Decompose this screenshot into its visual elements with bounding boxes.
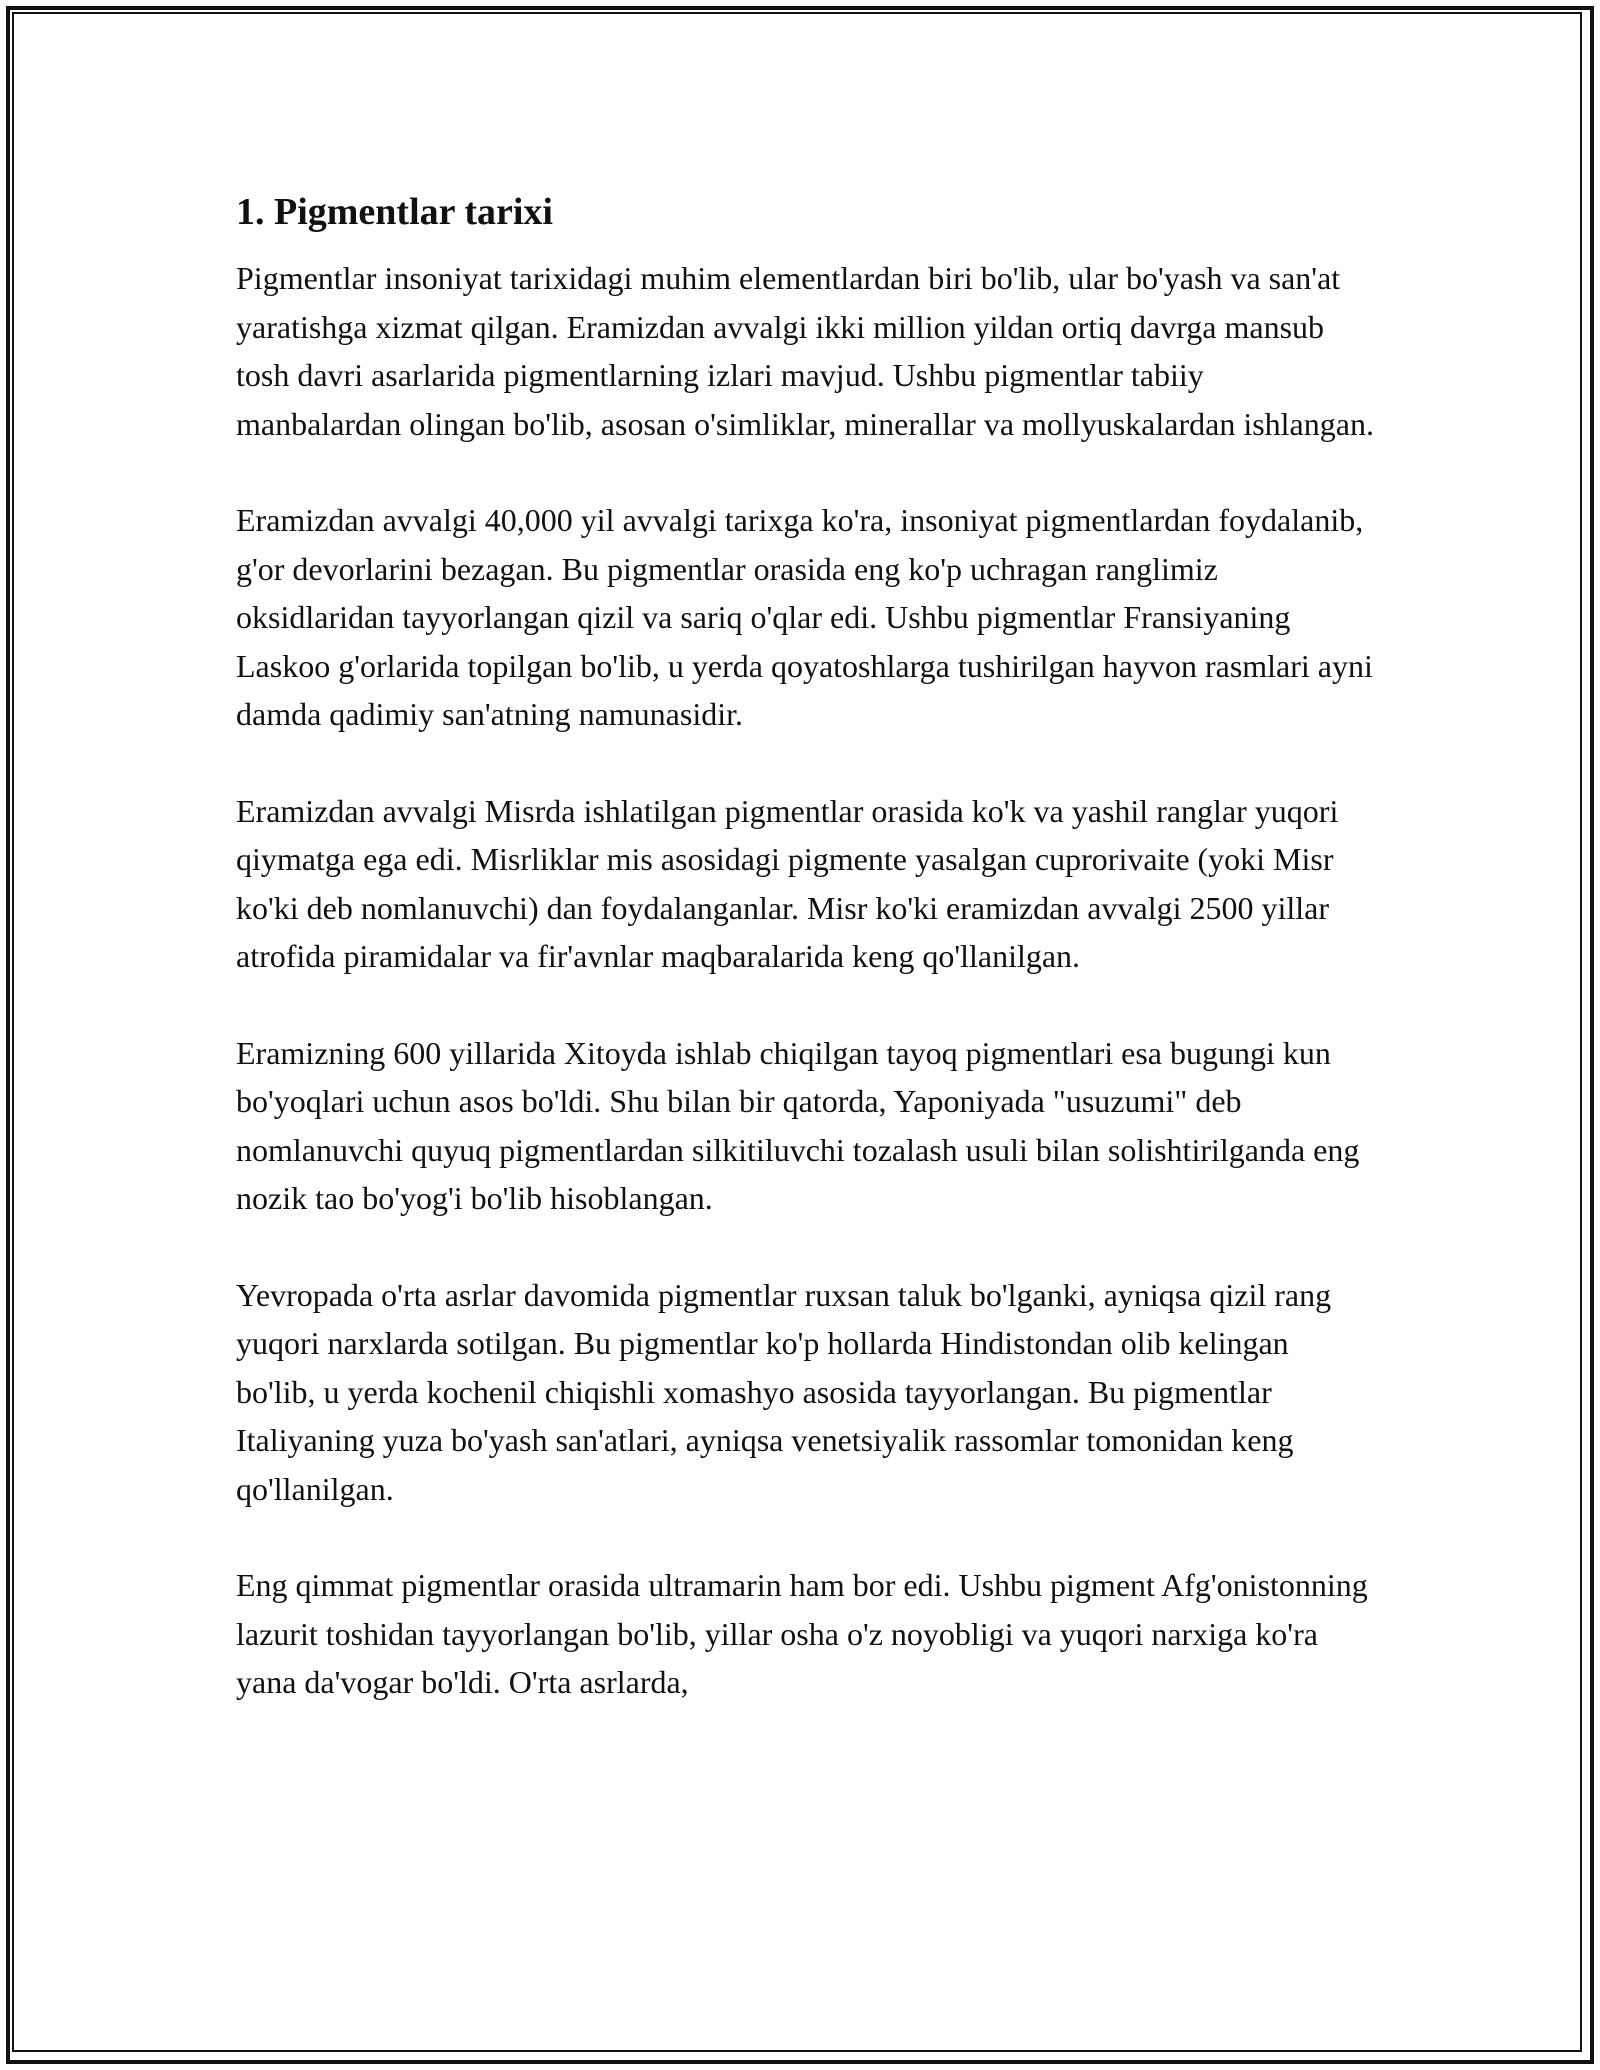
document-body [236, 186, 1376, 1755]
paragraph: Yevropada o'rta asrlar davomida pigmentlar ruxsan taluk bo'lganki, ayniqsa qizil rang yuqori narxlarda sotilgan. Bu pigmentlar ko'p hollarda Hindistondan olib kelingan bo'lib, u yerda kochenil chiqishli xomashyo asosida tayyorlangan. Bu pigmentlar Italiyaning yuza bo'yash san'atlari, ayniqsa venetsiyalik rassomlar tomonidan keng qo'llanilgan. [236, 1276, 1332, 1507]
paragraph: Eng qimmat pigmentlar orasida ultramarin ham bor edi. Ushbu pigment Afg'onistonning lazurit toshidan tayyorlangan bo'lib, yillar osha o'z noyobligi va yuqori narxiga ko'ra yana da'vogar bo'ldi. O'rta asrlarda, [236, 1567, 1368, 1700]
paragraph: Eramizdan avvalgi 40,000 yil avvalgi tarixga ko'ra, insoniyat pigmentlardan foydalanib, g'or devorlarini bezagan. Bu pigmentlar orasida eng ko'p uchragan ranglimiz oksidlaridan tayyorlangan qizil va sariq o'qlar edi. Ushbu pigmentlar Fransiyaning Laskoo g'orlarida topilgan bo'lib, u yerda qoyatoshlarga tushirilgan hayvon rasmlari ayni damda qadimiy san'atning namunasidir. [236, 502, 1373, 732]
paragraph: Pigmentlar insoniyat tarixidagi muhim elementlardan biri bo'lib, ular bo'yash va san'at yaratishga xizmat qilgan. Eramizdan avvalgi ikki million yildan ortiq davrga mansub tosh davri asarlarida pigmentlarning izlari mavjud. Ushbu pigmentlar tabiiy manbalardan olingan bo'lib, asosan o'simliklar, minerallar va mollyuskalardan ishlangan. [236, 260, 1374, 442]
paragraph: Eramizdan avvalgi Misrda ishlatilgan pigmentlar orasida ko'k va yashil ranglar yuqori qiymatga ega edi. Misrliklar mis asosidagi pigmente yasalgan cuprorivaite (yoki Misr ko'ki deb nomlanuvchi) dan foydalanganlar. Misr ko'ki eramizdan avvalgi 2500 yillar atrofida piramidalar va fir'avnlar maqbaralarida keng qo'llanilgan. [236, 792, 1339, 974]
paragraph: Eramizning 600 yillarida Xitoyda ishlab chiqilgan tayoq pigmentlari esa bugungi kun bo'yoqlari uchun asos bo'ldi. Shu bilan bir qatorda, Yaponiyada "usuzumi" deb nomlanuvchi quyuq pigmentlardan silkitiluvchi tozalash usuli bilan solishtirilganda eng nozik tao bo'yog'i bo'lib hisoblangan. [236, 1034, 1360, 1216]
section-title: 1. Pigmentlar tarixi [236, 191, 553, 233]
